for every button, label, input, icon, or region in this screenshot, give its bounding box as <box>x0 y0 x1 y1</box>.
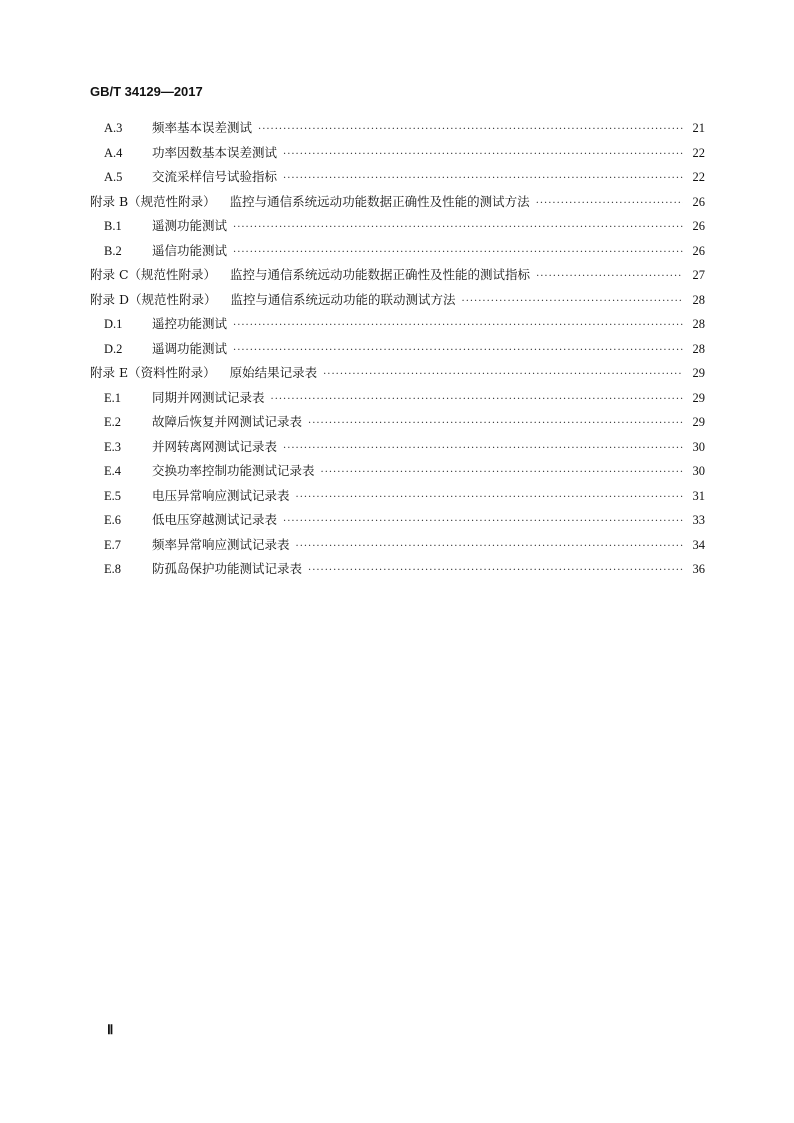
toc-entry-title: 遥调功能测试 <box>152 340 228 356</box>
toc-entry-page: 29 <box>692 390 705 405</box>
toc-dot-leader <box>233 320 683 331</box>
toc-entry-number: E.1 <box>104 390 122 405</box>
toc-entry-page: 26 <box>692 194 705 209</box>
toc-entry-page: 28 <box>692 317 705 331</box>
toc-dot-leader <box>296 492 683 503</box>
toc-entry-page: 34 <box>692 537 705 552</box>
toc-entry-page: 21 <box>692 121 705 135</box>
toc-entry-appendix-label: 附录 E（资料性附录） <box>90 365 216 380</box>
toc-entry-page: 29 <box>692 415 705 429</box>
toc-entry-appendix-label: 附录 C（规范性附录） <box>90 267 217 282</box>
toc-entry-title: 监控与通信系统远动功能数据正确性及性能的测试方法 <box>229 193 530 209</box>
toc-entry[interactable] <box>90 412 705 437</box>
toc-entry-title: 同期并网测试记录表 <box>152 389 265 405</box>
toc-entry-title: 故障后恢复并网测试记录表 <box>152 414 303 429</box>
toc-entry-number: E.2 <box>104 415 122 429</box>
toc-entry-number: E.8 <box>104 562 122 576</box>
toc-entry[interactable] <box>90 192 705 217</box>
toc-entry[interactable] <box>90 363 705 388</box>
toc-entry-number: B.2 <box>104 243 122 258</box>
toc-entry[interactable] <box>90 437 705 462</box>
toc-entry-page: 27 <box>692 268 705 282</box>
toc-dot-leader <box>283 516 683 527</box>
toc-entry[interactable] <box>90 216 705 241</box>
toc-entry-title: 监控与通信系统远动功能数据正确性及性能的测试指标 <box>230 267 531 282</box>
toc-entry-title: 防孤岛保护功能测试记录表 <box>152 561 303 576</box>
toc-entry[interactable] <box>90 290 705 315</box>
toc-dot-leader <box>536 198 683 209</box>
toc-entry-page: 26 <box>692 243 705 258</box>
toc-entry-title: 交换功率控制功能测试记录表 <box>152 463 315 478</box>
toc-dot-leader <box>283 173 683 184</box>
toc-entry-title: 交流采样信号试验指标 <box>152 169 278 184</box>
toc-entry[interactable] <box>90 535 705 560</box>
toc-dot-leader <box>283 443 683 454</box>
toc-entry-appendix-label: 附录 B（规范性附录） <box>90 193 216 209</box>
toc-entry[interactable] <box>90 461 705 486</box>
toc-entry-number: E.7 <box>104 537 122 552</box>
toc-entry-number: D.2 <box>104 341 123 356</box>
toc-entry[interactable] <box>90 388 705 413</box>
toc-entry-page: 22 <box>692 170 705 184</box>
toc-entry[interactable] <box>90 143 705 168</box>
toc-entry-page: 30 <box>692 439 705 454</box>
toc-entry[interactable] <box>90 167 705 192</box>
page-number: Ⅱ <box>107 1022 114 1037</box>
toc-entry-number: A.4 <box>104 145 123 160</box>
toc-entry-title: 遥控功能测试 <box>152 316 228 331</box>
toc-entry-title: 遥测功能测试 <box>152 218 228 233</box>
toc-entry-appendix-label: 附录 D（规范性附录） <box>90 291 217 307</box>
toc-entry-title: 并网转离网测试记录表 <box>152 438 278 454</box>
toc-entry-page: 22 <box>692 145 705 160</box>
document-code: GB/T 34129—2017 <box>90 84 203 99</box>
toc-dot-leader <box>308 418 683 429</box>
toc-dot-leader <box>233 345 683 356</box>
toc-entry-page: 28 <box>692 292 705 307</box>
toc-entry-page: 31 <box>692 488 705 503</box>
toc-entry-title: 原始结果记录表 <box>229 365 318 380</box>
toc-entry-number: E.4 <box>104 464 122 478</box>
toc-entry-number: E.5 <box>104 488 122 503</box>
toc-entry[interactable] <box>90 241 705 266</box>
toc-entry-title: 低电压穿越测试记录表 <box>152 512 278 527</box>
toc-entry-page: 36 <box>692 562 705 576</box>
toc-dot-leader <box>321 467 683 478</box>
toc-entry-title: 电压异常响应测试记录表 <box>152 487 290 503</box>
toc-entry-page: 28 <box>692 341 705 356</box>
toc-entry[interactable] <box>90 118 705 143</box>
toc-entry[interactable] <box>90 486 705 511</box>
toc-entry-title: 功率因数基本误差测试 <box>152 144 278 160</box>
table-of-contents <box>90 118 705 584</box>
toc-dot-leader <box>323 369 683 380</box>
toc-dot-leader <box>308 565 683 576</box>
toc-entry[interactable] <box>90 510 705 535</box>
toc-dot-leader <box>462 296 683 307</box>
toc-entry[interactable] <box>90 265 705 290</box>
toc-entry-number: B.1 <box>104 219 122 233</box>
toc-dot-leader <box>233 222 683 233</box>
toc-entry[interactable] <box>90 314 705 339</box>
toc-dot-leader <box>296 541 683 552</box>
toc-dot-leader <box>536 271 683 282</box>
toc-entry-page: 33 <box>692 513 705 527</box>
toc-entry-title: 频率基本误差测试 <box>152 120 253 135</box>
toc-dot-leader <box>233 247 683 258</box>
toc-entry-number: E.6 <box>104 513 122 527</box>
toc-entry-title: 监控与通信系统远动功能的联动测试方法 <box>230 291 456 307</box>
toc-entry-page: 29 <box>692 366 705 380</box>
toc-entry-title: 频率异常响应测试记录表 <box>152 536 290 552</box>
toc-dot-leader <box>258 124 683 135</box>
toc-dot-leader <box>271 394 683 405</box>
toc-entry-number: E.3 <box>104 439 122 454</box>
toc-entry-number: D.1 <box>104 317 123 331</box>
toc-entry-page: 30 <box>692 464 705 478</box>
toc-entry-page: 26 <box>692 219 705 233</box>
toc-entry-title: 遥信功能测试 <box>152 242 228 258</box>
toc-dot-leader <box>283 149 683 160</box>
toc-entry-number: A.3 <box>104 121 123 135</box>
toc-entry-number: A.5 <box>104 170 123 184</box>
toc-entry[interactable] <box>90 559 705 584</box>
toc-entry[interactable] <box>90 339 705 364</box>
